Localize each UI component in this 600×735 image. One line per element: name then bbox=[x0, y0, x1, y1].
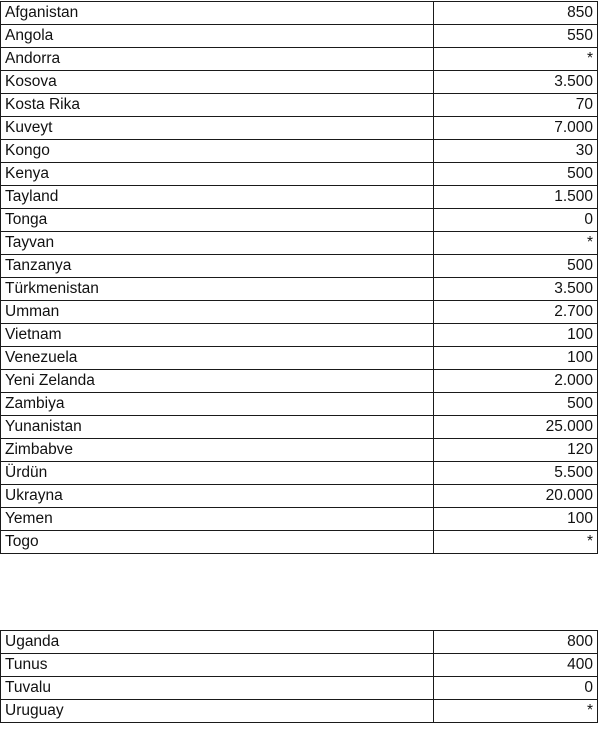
value-cell: 100 bbox=[434, 347, 598, 370]
table-row bbox=[1, 508, 598, 531]
country-table-main bbox=[0, 1, 598, 554]
country-cell: Zambiya bbox=[1, 393, 434, 416]
value-cell: 0 bbox=[434, 209, 598, 232]
value-cell: * bbox=[434, 531, 598, 554]
value-cell: 0 bbox=[434, 677, 598, 700]
value-cell: 7.000 bbox=[434, 117, 598, 140]
table-row bbox=[1, 393, 598, 416]
table-row bbox=[1, 416, 598, 439]
value-cell: 400 bbox=[434, 654, 598, 677]
value-cell: 5.500 bbox=[434, 462, 598, 485]
table-row bbox=[1, 232, 598, 255]
country-cell: Venezuela bbox=[1, 347, 434, 370]
table-row bbox=[1, 677, 598, 700]
table-row bbox=[1, 347, 598, 370]
value-cell: 20.000 bbox=[434, 485, 598, 508]
value-cell: 850 bbox=[434, 2, 598, 25]
country-cell: Umman bbox=[1, 301, 434, 324]
value-cell: * bbox=[434, 48, 598, 71]
value-cell: 1.500 bbox=[434, 186, 598, 209]
value-cell: 25.000 bbox=[434, 416, 598, 439]
value-cell: * bbox=[434, 232, 598, 255]
value-cell: 800 bbox=[434, 631, 598, 654]
country-cell: Andorra bbox=[1, 48, 434, 71]
value-cell: 3.500 bbox=[434, 71, 598, 94]
value-cell: * bbox=[434, 700, 598, 723]
country-cell: Ürdün bbox=[1, 462, 434, 485]
country-cell: Kosta Rika bbox=[1, 94, 434, 117]
country-cell: Togo bbox=[1, 531, 434, 554]
table-row bbox=[1, 700, 598, 723]
table-row bbox=[1, 186, 598, 209]
country-cell: Tuvalu bbox=[1, 677, 434, 700]
value-cell: 70 bbox=[434, 94, 598, 117]
value-cell: 120 bbox=[434, 439, 598, 462]
country-cell: Tanzanya bbox=[1, 255, 434, 278]
table-row bbox=[1, 531, 598, 554]
table-row bbox=[1, 485, 598, 508]
country-cell: Uruguay bbox=[1, 700, 434, 723]
country-cell: Afganistan bbox=[1, 2, 434, 25]
table-row bbox=[1, 140, 598, 163]
table-row bbox=[1, 48, 598, 71]
country-cell: Tayvan bbox=[1, 232, 434, 255]
value-cell: 2.700 bbox=[434, 301, 598, 324]
country-cell: Yemen bbox=[1, 508, 434, 531]
country-cell: Tayland bbox=[1, 186, 434, 209]
country-cell: Vietnam bbox=[1, 324, 434, 347]
table-row bbox=[1, 462, 598, 485]
country-cell: Uganda bbox=[1, 631, 434, 654]
table-row bbox=[1, 654, 598, 677]
value-cell: 100 bbox=[434, 508, 598, 531]
table-row bbox=[1, 117, 598, 140]
table-row bbox=[1, 163, 598, 186]
country-cell: Yeni Zelanda bbox=[1, 370, 434, 393]
table-row bbox=[1, 71, 598, 94]
value-cell: 2.000 bbox=[434, 370, 598, 393]
value-cell: 500 bbox=[434, 163, 598, 186]
country-cell: Zimbabve bbox=[1, 439, 434, 462]
country-cell: Türkmenistan bbox=[1, 278, 434, 301]
value-cell: 3.500 bbox=[434, 278, 598, 301]
table-row bbox=[1, 370, 598, 393]
table-row bbox=[1, 2, 598, 25]
table-row bbox=[1, 255, 598, 278]
table-row bbox=[1, 324, 598, 347]
country-cell: Tonga bbox=[1, 209, 434, 232]
value-cell: 500 bbox=[434, 393, 598, 416]
country-cell: Ukrayna bbox=[1, 485, 434, 508]
value-cell: 500 bbox=[434, 255, 598, 278]
value-cell: 100 bbox=[434, 324, 598, 347]
country-cell: Kenya bbox=[1, 163, 434, 186]
country-cell: Tunus bbox=[1, 654, 434, 677]
table-row bbox=[1, 25, 598, 48]
table-row bbox=[1, 439, 598, 462]
country-cell: Kongo bbox=[1, 140, 434, 163]
table-row bbox=[1, 301, 598, 324]
value-cell: 30 bbox=[434, 140, 598, 163]
country-cell: Kuveyt bbox=[1, 117, 434, 140]
table-row bbox=[1, 631, 598, 654]
table-row bbox=[1, 278, 598, 301]
country-cell: Angola bbox=[1, 25, 434, 48]
table-row bbox=[1, 94, 598, 117]
country-cell: Yunanistan bbox=[1, 416, 434, 439]
value-cell: 550 bbox=[434, 25, 598, 48]
country-table-second bbox=[0, 630, 598, 723]
table-row bbox=[1, 209, 598, 232]
country-cell: Kosova bbox=[1, 71, 434, 94]
